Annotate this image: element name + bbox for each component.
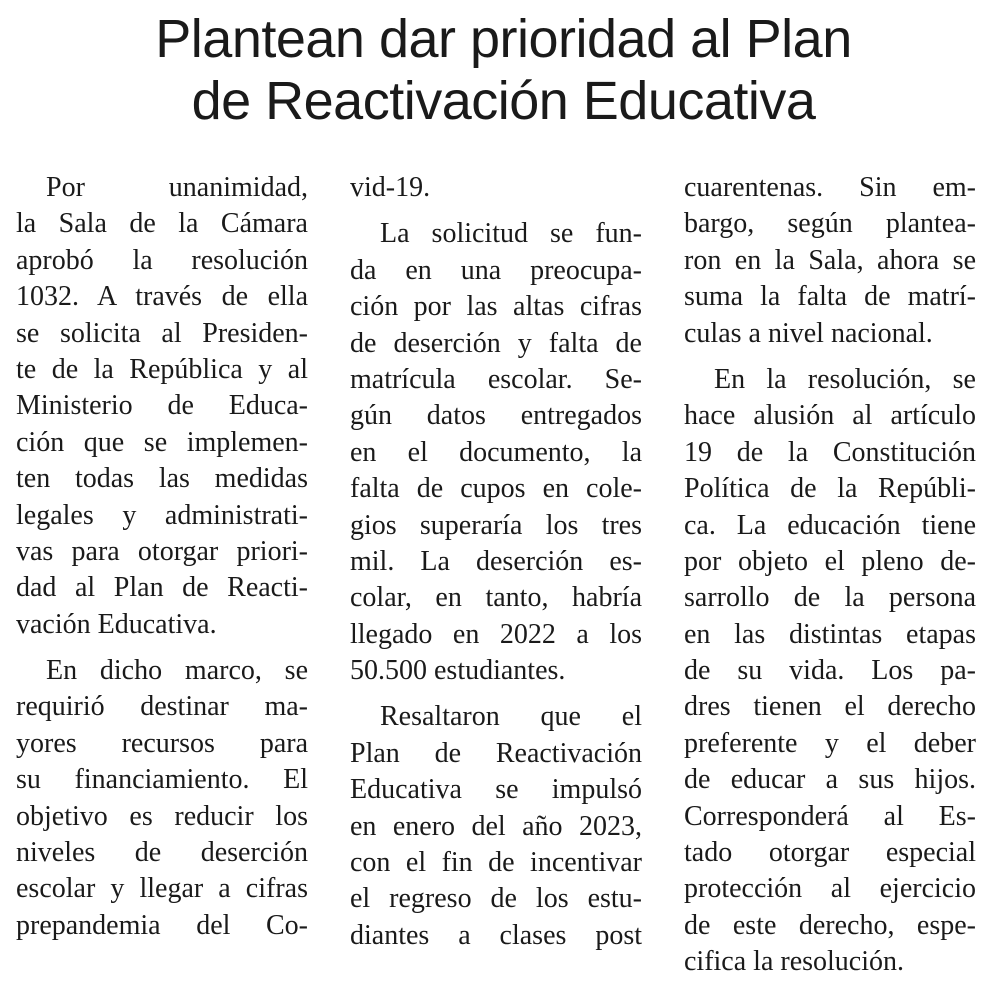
text-line: culas a nivel nacional. xyxy=(684,317,933,349)
text-line: ca. La educación tiene xyxy=(684,509,976,541)
text-line: llegado en 2022 a los xyxy=(350,618,642,650)
headline xyxy=(0,8,1007,132)
text-line: En la resolución, se xyxy=(714,363,976,395)
article-paragraph xyxy=(16,653,308,944)
text-line: protección al ejercicio xyxy=(684,873,976,905)
text-line: 50.500 estudiantes. xyxy=(350,655,566,687)
paragraph-gap xyxy=(350,206,642,216)
text-line: vación Educativa. xyxy=(16,608,217,640)
text-line: falta de cupos en cole- xyxy=(350,473,642,505)
text-line: tado otorgar especial xyxy=(684,837,976,869)
article-column-1 xyxy=(16,170,308,944)
text-line: por objeto el pleno de- xyxy=(684,545,976,577)
article-paragraph xyxy=(350,170,642,206)
text-line: Ministerio de Educa- xyxy=(16,390,308,422)
paragraph-gap xyxy=(350,689,642,699)
text-line: requirió destinar ma- xyxy=(16,691,308,723)
text-line: se solicita al Presiden- xyxy=(16,317,308,349)
text-line: ción que se implemen- xyxy=(16,426,308,458)
text-line: legales y administrati- xyxy=(16,499,308,531)
text-line: Por unanimidad, xyxy=(46,172,308,203)
text-line: Política de la Repúbli- xyxy=(684,473,976,505)
text-line: aprobó la resolución xyxy=(16,244,308,276)
text-line: 19 de la Constitución xyxy=(684,436,976,468)
text-line: ten todas las medidas xyxy=(16,463,308,495)
text-line: objetivo es reducir los xyxy=(16,800,308,832)
article-paragraph xyxy=(684,170,976,352)
text-line: Corresponderá al Es- xyxy=(684,800,976,832)
article-paragraph xyxy=(16,170,308,643)
text-line: vas para otorgar priori- xyxy=(16,535,308,567)
text-line: 1032. A través de ella xyxy=(16,281,308,313)
text-line: dad al Plan de Reacti- xyxy=(16,572,308,604)
article-column-3 xyxy=(684,170,976,981)
text-line: Plan de Reactivación xyxy=(350,737,642,769)
headline-line-2: de Reactivación Educativa xyxy=(191,71,816,131)
text-line: Educativa se impulsó xyxy=(350,774,642,806)
text-line: de su vida. Los pa- xyxy=(684,655,976,687)
text-line: da en una preocupa- xyxy=(350,254,642,286)
text-line: preferente y el deber xyxy=(684,727,976,759)
text-line: niveles de deserción xyxy=(16,837,308,869)
paragraph-gap xyxy=(684,352,976,362)
article-column-2 xyxy=(350,170,642,954)
headline-line-1: Plantean dar prioridad al Plan xyxy=(155,9,852,69)
text-line: de educar a sus hijos. xyxy=(684,764,976,796)
text-line: la Sala de la Cámara xyxy=(16,208,308,240)
text-line: cifica la resolución. xyxy=(684,946,905,978)
text-line: en enero del año 2023, xyxy=(350,810,642,842)
text-line: te de la República y al xyxy=(16,353,308,385)
text-line: ron en la Sala, ahora se xyxy=(684,244,976,276)
text-line: el regreso de los estu- xyxy=(350,883,642,915)
text-line: La solicitud se fun- xyxy=(380,218,642,250)
text-line: su financiamiento. El xyxy=(16,764,308,796)
text-line: en las distintas etapas xyxy=(684,618,976,650)
text-line: En dicho marco, se xyxy=(46,655,308,687)
article-paragraph xyxy=(684,362,976,981)
text-line: escolar y llegar a cifras xyxy=(16,873,308,905)
text-line: prepandemia del Co- xyxy=(16,909,308,941)
text-line: Resaltaron que el xyxy=(380,701,642,733)
text-line: suma la falta de matrí- xyxy=(684,281,976,313)
text-line: con el fin de incentivar xyxy=(350,847,642,879)
text-line: dres tienen el derecho xyxy=(684,691,976,723)
article-paragraph xyxy=(350,699,642,954)
text-line: hace alusión al artículo xyxy=(684,400,976,432)
text-line: yores recursos para xyxy=(16,727,308,759)
text-line: cuarentenas. Sin em- xyxy=(684,172,976,203)
text-line: matrícula escolar. Se- xyxy=(350,363,642,395)
text-line: de este derecho, espe- xyxy=(684,909,976,941)
paragraph-gap xyxy=(16,643,308,653)
text-line: vid-19. xyxy=(350,172,431,203)
text-line: diantes a clases post xyxy=(350,919,642,951)
text-line: en el documento, la xyxy=(350,436,642,468)
article-paragraph xyxy=(350,216,642,689)
text-line: mil. La deserción es- xyxy=(350,545,642,577)
text-line: de deserción y falta de xyxy=(350,327,642,359)
text-line: sarrollo de la persona xyxy=(684,582,976,614)
text-line: gún datos entregados xyxy=(350,400,642,432)
text-line: ción por las altas cifras xyxy=(350,291,642,323)
text-line: gios superaría los tres xyxy=(350,509,642,541)
text-line: colar, en tanto, habría xyxy=(350,582,642,614)
text-line: bargo, según plantea- xyxy=(684,208,976,240)
